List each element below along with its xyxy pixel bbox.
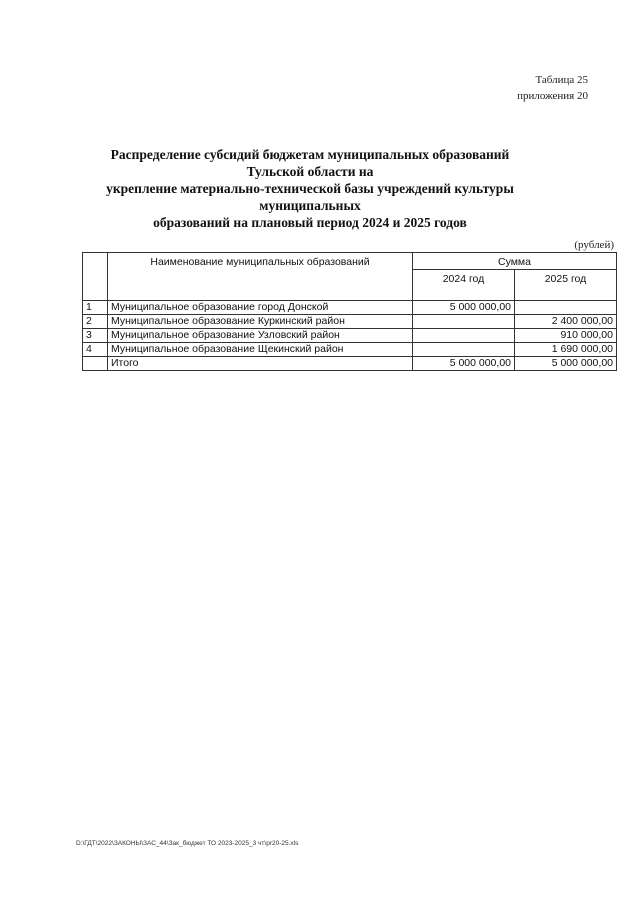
total-label: Итого (108, 357, 413, 371)
table-row (83, 301, 617, 315)
total-row (83, 357, 617, 371)
total-num (83, 357, 108, 371)
row-2024: 5 000 000,00 (413, 301, 515, 315)
table-number: Таблица 25 (535, 74, 588, 86)
row-name: Муниципальное образование Куркинский район (108, 315, 413, 329)
row-num: 1 (83, 301, 108, 315)
header-sum: Сумма (413, 253, 617, 270)
header-row (83, 253, 617, 270)
row-name: Муниципальное образование Узловский район (108, 329, 413, 343)
row-name: Муниципальное образование город Донской (108, 301, 413, 315)
row-name: Муниципальное образование Щекинский район (108, 343, 413, 357)
title-line-2: укрепление материально-технической базы учреждений культуры муниципальных (106, 181, 514, 213)
row-2024 (413, 315, 515, 329)
row-2025: 2 400 000,00 (515, 315, 617, 329)
document-title (90, 146, 530, 231)
row-num: 4 (83, 343, 108, 357)
subsidy-table (82, 252, 617, 371)
row-2025 (515, 301, 617, 315)
table-row (83, 343, 617, 357)
header-year-2024: 2024 год (413, 270, 515, 301)
row-2025: 1 690 000,00 (515, 343, 617, 357)
row-num: 2 (83, 315, 108, 329)
row-2025: 910 000,00 (515, 329, 617, 343)
appendix-number: приложения 20 (517, 90, 588, 102)
total-2024: 5 000 000,00 (413, 357, 515, 371)
header-year-2025: 2025 год (515, 270, 617, 301)
row-2024 (413, 329, 515, 343)
header-num (83, 253, 108, 301)
file-path-footer: D:\ГДТ\2022\ЗАКОНЫ\ЗАС_44\Зак_бюджет ТО 2023-2025_3 чт\pr20-25.xls (76, 840, 299, 847)
total-2025: 5 000 000,00 (515, 357, 617, 371)
appendix-reference (517, 72, 588, 104)
table-row (83, 329, 617, 343)
units-label: (рублей) (574, 239, 614, 251)
row-num: 3 (83, 329, 108, 343)
row-2024 (413, 343, 515, 357)
title-line-1: Распределение субсидий бюджетам муниципальных образований Тульской области на (110, 147, 510, 179)
title-line-3: образований на плановый период 2024 и 2025 годов (153, 215, 467, 230)
header-name: Наименование муниципальных образований (108, 253, 413, 301)
table-row (83, 315, 617, 329)
